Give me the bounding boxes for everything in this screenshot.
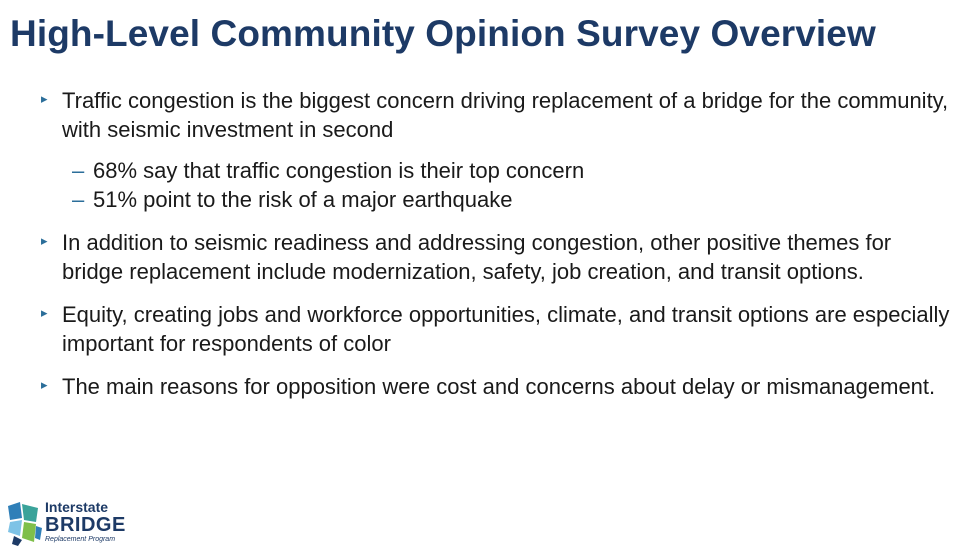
sub-bullet-list [62,156,958,214]
bullet-list [38,86,958,401]
bullet-item [38,372,958,401]
bullet-item [38,86,958,214]
bullet-text: Equity, creating jobs and workforce opportunities, climate, and transit options are especially important for respondents of color [62,302,950,356]
logo-wordmark [45,500,126,544]
sub-bullet-item [62,156,958,185]
sub-bullet-text: 51% point to the risk of a major earthquake [93,187,513,212]
bullet-text: The main reasons for opposition were cost and concerns about delay or mismanagement. [62,374,936,399]
bridge-logo-mark-icon [8,502,42,546]
bullet-marker-icon: ▸ [41,91,48,106]
bullet-text: In addition to seismic readiness and addressing congestion, other positive themes for bridge replacement include modernization, safety, job creation, and transit options. [62,230,892,284]
slide-title: High-Level Community Opinion Survey Overview [10,13,876,54]
logo-line-interstate: Interstate [45,499,109,515]
bullet-item [38,228,958,286]
bullet-marker-icon: ▸ [41,377,48,392]
sub-bullet-item [62,185,958,214]
logo-line-program: Replacement Program [45,536,116,543]
logo-line-bridge: BRIDGE [45,514,126,536]
bullet-item [38,300,958,358]
bullet-marker-icon: ▸ [41,233,48,248]
sub-bullet-dash-icon: – [72,158,85,183]
bullet-text: Traffic congestion is the biggest concern driving replacement of a bridge for the community, with seismic investment in second [62,88,949,142]
sub-bullet-text: 68% say that traffic congestion is their top concern [93,158,585,183]
sub-bullet-dash-icon: – [72,187,85,212]
slide-content [38,86,958,415]
bullet-marker-icon: ▸ [41,305,48,320]
interstate-bridge-logo [8,500,138,550]
